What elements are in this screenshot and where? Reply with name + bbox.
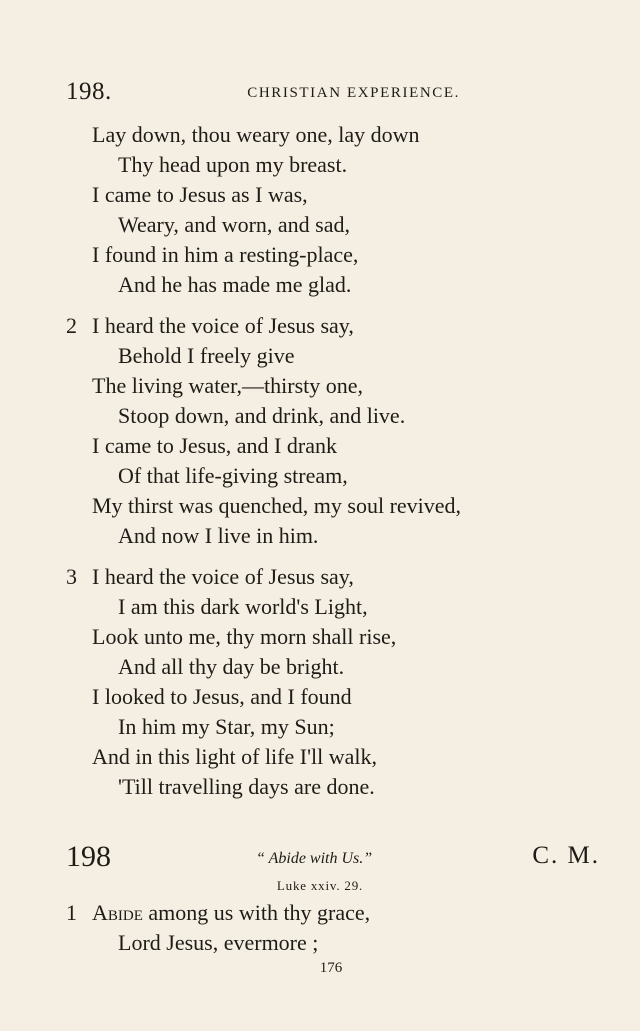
stanza-number: 3 [66, 564, 77, 589]
hymn-title: “ Abide with Us.” [256, 850, 373, 867]
verse-line: Look unto me, thy morn shall rise, [92, 624, 397, 649]
verse-line: And all thy day be bright. [118, 654, 345, 679]
verse-line: I looked to Jesus, and I found [92, 684, 352, 709]
first-word: Abide [92, 900, 143, 925]
verse-line: Thy head upon my breast. [118, 152, 348, 177]
verse-line: And now I live in him. [118, 523, 319, 548]
verse-line: And he has made me glad. [118, 272, 352, 297]
verse-line: Of that life-giving stream, [118, 463, 348, 488]
folio-number: 176 [319, 960, 343, 976]
verse-line: I found in him a resting-place, [92, 242, 359, 267]
verse-line: The living water,—thirsty one, [92, 373, 364, 398]
verse-line [66, 311, 586, 341]
hymn-number: 198 [66, 840, 111, 873]
verse-line: I came to Jesus as I was, [92, 182, 308, 207]
verse-line: Behold I freely give [118, 343, 295, 368]
verse-line: I came to Jesus, and I drank [92, 433, 337, 458]
hymn-heading [66, 840, 600, 880]
verse-line: I am this dark world's Light, [118, 594, 368, 619]
running-title: CHRISTIAN EXPERIENCE. [247, 85, 460, 101]
verse-line-text: I heard the voice of Jesus say, [92, 313, 354, 338]
verse-line [66, 898, 586, 928]
hymn-meter: C. M. [532, 842, 600, 869]
verse-line-text: among us with thy grace, [142, 900, 371, 925]
stanza-3 [66, 562, 586, 802]
page-header [66, 78, 460, 108]
verse-line: Lord Jesus, evermore ; [118, 930, 319, 955]
verse-line [66, 562, 586, 592]
page-number: 198. [66, 78, 112, 105]
verse-line: And in this light of life I'll walk, [92, 744, 378, 769]
verse-line: Lay down, thou weary one, lay down [92, 122, 420, 147]
verse-line: 'Till travelling days are done. [118, 774, 375, 799]
stanza-number: 2 [66, 313, 77, 338]
scripture-reference: Luke xxiv. 29. [276, 878, 364, 893]
hymn-stanza-1 [66, 898, 586, 958]
stanza-continued [66, 120, 586, 300]
stanza-number: 1 [66, 900, 77, 925]
stanza-2 [66, 311, 586, 551]
verse-line: Stoop down, and drink, and live. [118, 403, 406, 428]
verse-line-text: I heard the voice of Jesus say, [92, 564, 354, 589]
verse-line: My thirst was quenched, my soul revived, [92, 493, 462, 518]
verse-line: In him my Star, my Sun; [118, 714, 335, 739]
verse-line: Weary, and worn, and sad, [118, 212, 350, 237]
